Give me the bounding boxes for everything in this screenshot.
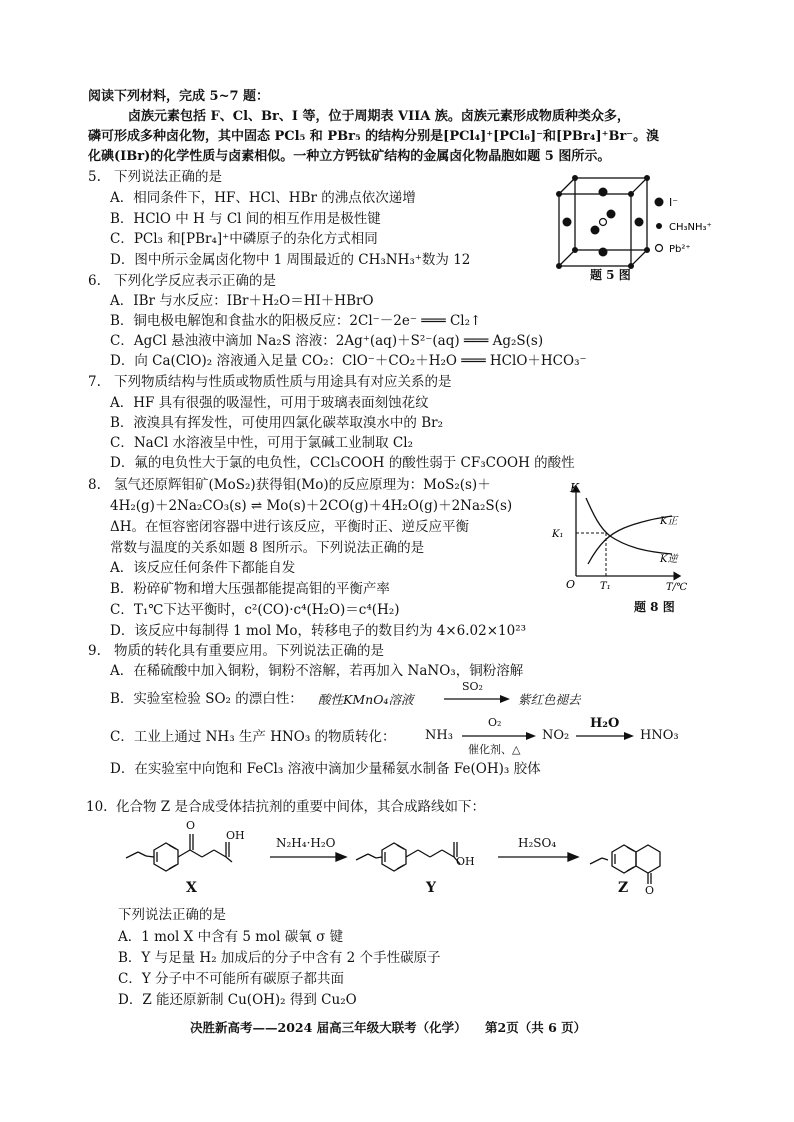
- q9-option-a: A．在稀硫酸中加入铜粉，铜粉不溶解，若再加入 NaNO₃，铜粉溶解: [110, 663, 524, 679]
- q10-option-c: C．Y 分子中不可能所有碳原子都共面: [118, 971, 345, 987]
- q9-c-reagent2: H₂O: [590, 716, 620, 731]
- q9-option-c: C．工业上通过 NH₃ 生产 HNO₃ 的物质转化：: [110, 729, 396, 745]
- legend-iodide: I⁻: [669, 196, 679, 209]
- q8-stem-1: 8. 氢气还原辉钼矿(MoS₂)获得钼(Mo)的反应原理为：MoS₂(s)＋: [88, 477, 491, 493]
- q10-stem: 10. 化合物 Z 是合成受体拮抗剂的重要中间体，其合成路线如下：: [86, 799, 485, 815]
- q9-c-mid: NO₂: [542, 728, 570, 743]
- q9-c-arrow2: [576, 731, 638, 741]
- q10-option-d: D．Z 能还原新制 Cu(OH)₂ 得到 Cu₂O: [118, 992, 357, 1008]
- q9-stem: 9. 物质的转化具有重要应用。下列说法正确的是: [88, 643, 384, 659]
- figure-5-caption: 题 5 图: [590, 268, 631, 282]
- q5-option-b: B．HClO 中 H 与 Cl 间的相互作用是极性键: [110, 211, 381, 227]
- q9-option-d: D．在实验室中向饱和 FeCl₃ 溶液中滴加少量稀氨水制备 Fe(OH)₃ 胶体: [110, 761, 541, 777]
- compound-z-label: Z: [618, 880, 629, 896]
- q10-question: 下列说法正确的是: [118, 907, 226, 923]
- q9-b-end: 紫红色褪去: [518, 692, 581, 707]
- q6-option-a: A．IBr 与水反应：IBr＋H₂O＝HI＋HBrO: [110, 293, 374, 309]
- q8-stem-2: 4H₂(g)＋2Na₂CO₃(s) ⇌ Mo(s)＋2CO(g)＋4H₂O(g)＋2Na₂S(s): [110, 498, 513, 514]
- q8-option-c: C．T₁℃下达平衡时，c²(CO)·c⁴(H₂O)＝c⁴(H₂): [110, 602, 400, 618]
- page-footer: [190, 1018, 600, 1036]
- q10-reagent-2: H₂SO₄: [518, 836, 557, 850]
- q9-c-condition: 催化剂、△: [468, 743, 521, 756]
- q5-stem: 5. 下列说法正确的是: [88, 169, 222, 185]
- intro-text-2: 磷可形成多种卤化物，其中固态 PCl₅ 和 PBr₅ 的结构分别是[PCl₄]⁺[PCl₆]⁻和[PBr₄]⁺Br⁻。溴: [88, 129, 660, 144]
- legend-lead: Pb²⁺: [669, 244, 691, 255]
- q10-o-x: O: [186, 819, 196, 832]
- q9-b-start: 酸性KMnO₄溶液: [318, 692, 414, 707]
- q5-option-c: C．PCl₃ 和[PBr₄]⁺中磷原子的杂化方式相同: [110, 231, 378, 247]
- q5-option-a: A．相同条件下，HF、HCl、HBr 的沸点依次递增: [110, 190, 416, 206]
- q9-b-reagent: SO₂: [462, 680, 483, 693]
- synthesis-route: [120, 820, 680, 900]
- q7-option-c: C．NaCl 水溶液呈中性，可用于氯碱工业制取 Cl₂: [110, 435, 413, 451]
- t-axis-label: T/℃: [666, 582, 688, 593]
- compound-y-label: Y: [426, 880, 436, 896]
- q10-option-b: B．Y 与足量 H₂ 加成后的分子中含有 2 个手性碳原子: [118, 950, 441, 966]
- footer-title: 决胜新高考——2024 届高三年级大联考（化学）: [190, 1020, 467, 1035]
- perovskite-cell-figure: [545, 172, 725, 282]
- q9-option-b: B．实验室检验 SO₂ 的漂白性：: [110, 691, 303, 707]
- q10-option-a: A．1 mol X 中含有 5 mol 碳氧 σ 键: [118, 929, 344, 945]
- q9-b-arrow: [444, 694, 514, 704]
- q9-c-arrow1: [462, 731, 540, 741]
- compound-x-label: X: [186, 880, 197, 896]
- q9-c-reagent1: O₂: [488, 716, 502, 729]
- figure-8-caption: 题 8 图: [634, 600, 675, 614]
- q6-stem: 6. 下列化学反应表示正确的是: [88, 273, 276, 289]
- q7-stem: 7. 下列物质结构与性质或物质性质与用途具有对应关系的是: [88, 374, 452, 390]
- q8-option-b: B．粉碎矿物和增大压强都能提高钼的平衡产率: [110, 581, 390, 597]
- q8-stem-3: ΔH。在恒容密闭容器中进行该反应，平衡时正、逆反应平衡: [110, 519, 470, 535]
- q5-option-d: D．图中所示金属卤化物中 1 周围最近的 CH₃NH₃⁺数为 12: [110, 252, 471, 268]
- q10-reagent-1: N₂H₄·H₂O: [276, 836, 336, 850]
- q8-option-d: D．该反应中每制得 1 mol Mo，转移电子的数目约为 4×6.02×10²³: [110, 623, 527, 639]
- k-forward-label: K正: [660, 516, 678, 527]
- footer-page-number: 第2页（共 6 页）: [485, 1020, 587, 1035]
- q8-option-a: A．该反应任何条件下都能自发: [110, 560, 296, 576]
- q10-o-z: O: [645, 884, 655, 897]
- q9-c-start: NH₃: [425, 728, 453, 743]
- legend-methylammonium: CH₃NH₃⁺: [669, 222, 712, 233]
- q7-option-a: A．HF 具有很强的吸湿性，可用于玻璃表面刻蚀花纹: [110, 395, 429, 411]
- intro-text-3: 化碘(IBr)的化学性质与卤素相似。一种立方钙钛矿结构的金属卤化物晶胞如题 5 图所示。: [88, 149, 611, 164]
- k-reverse-label: K逆: [660, 554, 678, 565]
- k1-label: K₁: [552, 529, 564, 540]
- q8-stem-4: 常数与温度的关系如题 8 图所示。下列说法正确的是: [110, 540, 425, 556]
- k-axis-label: K: [570, 481, 579, 495]
- q10-oh-y: OH: [456, 855, 475, 868]
- origin-label: O: [566, 578, 576, 591]
- q6-option-c: C．AgCl 悬浊液中滴加 Na₂S 溶液：2Ag⁺(aq)＋S²⁻(aq) ═══ Ag₂S(s): [110, 333, 544, 349]
- q10-oh-x: OH: [226, 829, 245, 842]
- q9-c-end: HNO₃: [640, 728, 679, 743]
- intro-heading: 阅读下列材料，完成 5~7 题：: [88, 89, 270, 104]
- q7-option-d: D．氟的电负性大于氯的电负性，CCl₃COOH 的酸性弱于 CF₃COOH 的酸性: [110, 455, 575, 471]
- t1-label: T₁: [600, 581, 611, 592]
- equilibrium-constant-graph: [548, 478, 698, 593]
- q6-option-b: B．铜电极电解饱和食盐水的阳极反应：2Cl⁻－2e⁻ ═══ Cl₂↑: [110, 313, 482, 329]
- intro-text-1: 卤族元素包括 F、Cl、Br、I 等，位于周期表 VIIA 族。卤族元素形成物质种类众多，: [128, 109, 630, 124]
- q6-option-d: D．向 Ca(ClO)₂ 溶液通入足量 CO₂：ClO⁻＋CO₂＋H₂O ═══ HClO＋HCO₃⁻: [110, 353, 587, 369]
- q7-option-b: B．液溴具有挥发性，可使用四氯化碳萃取溴水中的 Br₂: [110, 415, 443, 431]
